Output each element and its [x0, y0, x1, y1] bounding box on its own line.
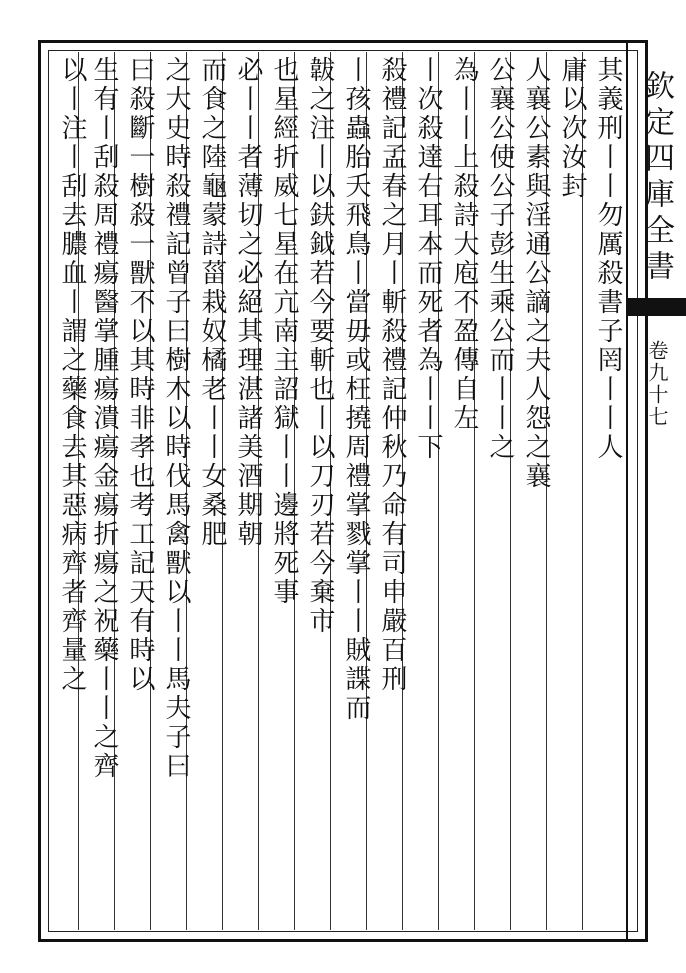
text-column: 韍之注丨以鈇鉞若今要斬也丨以刀刃若今棄市: [305, 56, 335, 636]
text-column: 而食之陸龜蒙詩菑栽奴橘老丨丨女桑肥: [197, 56, 227, 549]
text-column: 也星經折威七星在亢南主詔獄丨丨邊將死事: [269, 56, 299, 607]
text-column: 生有丨刮殺周禮瘍醫掌腫瘍潰瘍金瘍折瘍之祝藥丨丨之齊: [89, 56, 119, 781]
book-title: 欽定四庫全書: [639, 70, 674, 286]
text-column: 必丨丨者薄切之必絕其理湛諸美酒期朝: [233, 56, 263, 549]
text-column: 以丨注丨刮去膿血丨謂之藥食去其惡病齊者齊量之: [57, 56, 87, 694]
text-column: 之大史時殺禮記曾子曰樹木以時伐馬禽獸以丨丨馬夫子曰: [161, 56, 191, 781]
text-column: 庸以次汝封: [557, 56, 587, 201]
gutter-rule: [626, 40, 628, 942]
text-column: 其義刑丨丨勿厲殺書子罔丨丨人: [593, 56, 623, 462]
text-column: 丨孩蟲胎夭飛鳥丨當毋或枉撓周禮掌戮掌丨丨賊諜而: [341, 56, 371, 723]
page-gutter: [626, 40, 686, 942]
text-column: 曰殺斷一樹殺一獸不以其時非孝也考工記天有時以: [125, 56, 155, 694]
volume-label: 卷九十七: [645, 340, 669, 428]
text-column: 人襄公素與淫通公謫之夫人怨之襄: [521, 56, 551, 491]
text-column: 殺禮記孟春之月丨斬殺禮記仲秋乃命有司申嚴百刑: [377, 56, 407, 694]
text-column: 丨次殺達右耳本而死者為丨丨下: [413, 56, 443, 462]
text-column: 為丨丨上殺詩大庖不盈傳自左: [449, 56, 479, 433]
text-column: 公襄公使公子彭生乘公而丨丨之: [485, 56, 515, 462]
fish-tail-mark: [626, 298, 686, 316]
